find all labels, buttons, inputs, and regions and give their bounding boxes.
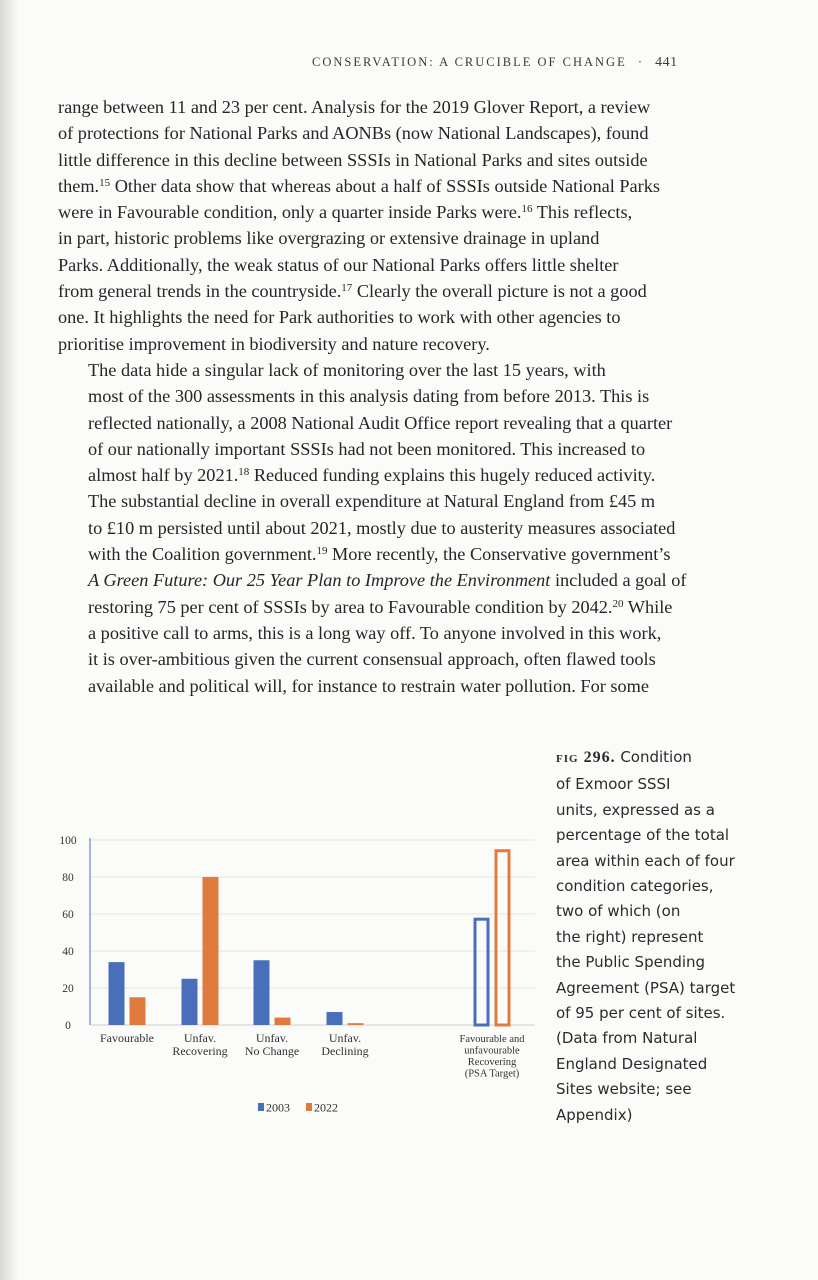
text-line: one. It highlights the need for Park authorities to work with other agencies to: [58, 307, 621, 328]
paragraph-2: [58, 357, 732, 699]
text-line: in part, historic problems like overgrazing or extensive drainage in upland: [58, 228, 600, 249]
text-line: most of the 300 assessments in this analysis dating from before 2013. This is: [88, 386, 650, 407]
page-number: 441: [655, 55, 678, 70]
caption-line: area within each of four: [556, 851, 735, 870]
running-head-separator: ·: [637, 55, 645, 69]
bar-2022-3: [275, 1018, 291, 1025]
figure-number: 296.: [578, 749, 616, 766]
caption-line: Sites website; see: [556, 1080, 692, 1099]
footnote-ref: 17: [341, 282, 353, 295]
running-head: [312, 55, 698, 71]
caption-line: percentage of the total: [556, 826, 730, 845]
paragraph-1: [58, 94, 732, 357]
caption-line: condition categories,: [556, 877, 714, 896]
text-line: it is over-ambitious given the current consensual approach, often flawed tools: [88, 649, 656, 670]
footnote-ref: 18: [238, 466, 250, 479]
bar-2022-4: [348, 1023, 364, 1025]
caption-line: the right) represent: [556, 927, 704, 946]
caption-line: of 95 per cent of sites.: [556, 1004, 726, 1023]
caption-line: Condition: [615, 748, 692, 766]
y-tick-label: 0: [65, 1020, 71, 1032]
bar-2003-1: [109, 962, 125, 1025]
bar-2003-5: [475, 919, 488, 1025]
x-category-label: Favourable and: [459, 1034, 525, 1045]
legend-swatch-2003: [258, 1103, 264, 1111]
caption-line: Agreement (PSA) target: [556, 978, 736, 997]
y-tick-label: 20: [62, 983, 74, 995]
caption-line: (Data from Natural: [556, 1029, 698, 1048]
body-text: [58, 94, 732, 699]
text-line: them.$^{15}$ Other data show that whereas about a half of SSSIs outside National Parks: [58, 175, 660, 196]
text-line: The data hide a singular lack of monitoring over the last 15 years, with: [88, 359, 606, 380]
running-head-title: CONSERVATION: A CRUCIBLE OF CHANGE: [312, 55, 627, 69]
text-line: to £10 m persisted until about 2021, mostly due to austerity measures associated: [88, 517, 676, 538]
text-line: available and political will, for instance to restrain water pollution. For some: [88, 675, 649, 696]
x-category-label: Unfav.: [328, 1031, 362, 1045]
y-tick-label: 80: [62, 872, 74, 884]
bar-2003-4: [327, 1012, 343, 1025]
caption-line: of Exmoor SSSI: [556, 775, 671, 794]
x-category-label: Declining: [321, 1044, 369, 1058]
x-category-label: Recovering: [467, 1057, 517, 1068]
text-line: with the Coalition government.$^{19}$ More recently, the Conservative government’s: [88, 544, 671, 565]
caption-line: Appendix): [556, 1105, 633, 1124]
footnote-ref: 16: [521, 203, 533, 216]
text-line: almost half by 2021.18 Reduced funding explains this hugely reduced activity.: [88, 465, 656, 486]
y-tick-label: 40: [62, 946, 74, 958]
x-category-label: Unfav.: [183, 1031, 217, 1045]
bar-2003-3: [254, 960, 270, 1025]
x-category-label: Favourable: [100, 1031, 154, 1045]
text-line: reflected nationally, a 2008 National Audit Office report revealing that a quarter: [88, 412, 673, 433]
bar-2003-2: [182, 979, 198, 1025]
text-line: range between 11 and 23 per cent. Analysis for the 2019 Glover Report, a review: [58, 97, 651, 117]
text-line: from general trends in the countryside.$^{17}$ Clearly the overall picture is not a good: [58, 281, 647, 302]
y-tick-label: 60: [62, 909, 74, 921]
bar-2022-1: [130, 997, 146, 1025]
figure-label-prefix: FIG: [556, 753, 579, 765]
footnote-ref: 19: [316, 545, 328, 558]
bar-chart: [50, 820, 540, 1130]
figure-label: [556, 750, 616, 766]
caption-line: England Designated: [556, 1054, 708, 1073]
text-line: of protections for National Parks and AONBs (now National Landscapes), found: [58, 123, 649, 144]
text-line: were in Favourable condition, only a quarter inside Parks were.$^{16}$ This reflects,: [58, 202, 633, 223]
x-category-label: No Change: [244, 1044, 300, 1058]
bar-2022-2: [203, 877, 219, 1025]
legend-swatch-2022: [306, 1103, 312, 1111]
legend-label-2022: 2022: [314, 1100, 338, 1115]
caption-line: two of which (on: [556, 902, 681, 921]
text-line: of our nationally important SSSIs had not been monitored. This increased to: [88, 438, 646, 459]
text-line: restoring 75 per cent of SSSIs by area to Favourable condition by 2042.20 While: [88, 596, 673, 617]
bar-chart-svg: [50, 820, 540, 1130]
caption-line: the Public Spending: [556, 953, 706, 972]
text-line: Parks. Additionally, the weak status of our National Parks offers little shelter: [58, 254, 619, 275]
text-line: A Green Future: Our 25 Year Plan to Improve the Environment included a goal of: [88, 570, 687, 591]
x-category-label: Recovering: [172, 1044, 228, 1058]
text-line: a positive call to arms, this is a long way off. To anyone involved in this work,: [88, 622, 662, 643]
x-category-label: (PSA Target): [464, 1068, 520, 1080]
y-tick-label: 100: [59, 835, 77, 847]
footnote-ref: 15: [99, 176, 111, 189]
figure-caption: [556, 745, 756, 1128]
page-gutter-shadow: [0, 0, 18, 1280]
x-category-label: Unfav.: [255, 1031, 289, 1045]
text-line: prioritise improvement in biodiversity and nature recovery.: [58, 333, 490, 354]
x-category-label: unfavourable: [464, 1045, 520, 1057]
footnote-ref: 20: [612, 597, 624, 610]
caption-line: units, expressed as a: [556, 800, 715, 819]
legend-label-2003: 2003: [266, 1100, 290, 1115]
text-line: The substantial decline in overall expenditure at Natural England from £45 m: [88, 491, 656, 512]
text-line: little difference in this decline between SSSIs in National Parks and sites outside: [58, 149, 648, 170]
book-title: A Green Future: Our 25 Year Plan to Improve the Environment: [88, 570, 551, 591]
